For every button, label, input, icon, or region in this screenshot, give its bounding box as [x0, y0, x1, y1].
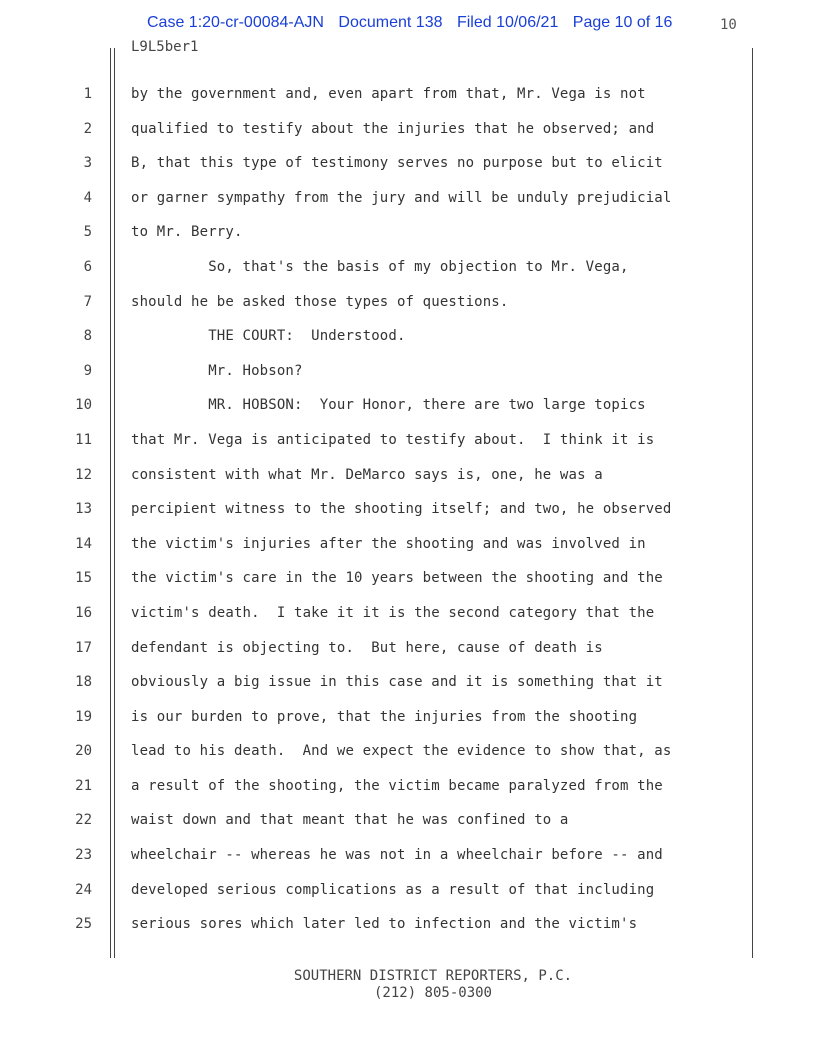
line-number: 8 [83, 328, 92, 345]
footer [0, 968, 816, 1002]
line-number: 5 [83, 224, 92, 241]
line-number: 9 [83, 362, 92, 379]
document-number: Document 138 [338, 14, 443, 31]
line-number: 19 [75, 708, 92, 725]
line-text: qualified to testify about the injuries that he observed; and [131, 120, 655, 137]
line-text: developed serious complications as a result of that including [131, 881, 655, 898]
line-text: that Mr. Vega is anticipated to testify about. I think it is [131, 431, 655, 448]
line-number: 1 [83, 86, 92, 102]
line-text: by the government and, even apart from that, Mr. Vega is not [131, 86, 646, 102]
transcript-line [0, 355, 816, 390]
transcript-line [0, 286, 816, 321]
line-text: to Mr. Berry. [131, 224, 243, 241]
reporter-name: SOUTHERN DISTRICT REPORTERS, P.C. [293, 968, 573, 984]
transcript-line [0, 562, 816, 597]
line-number: 20 [75, 743, 92, 760]
line-text: should he be asked those types of questions. [131, 293, 509, 310]
transcript-line [0, 182, 816, 217]
transcript-line [0, 216, 816, 251]
line-text: wheelchair -- whereas he was not in a wheelchair before -- and [131, 847, 663, 864]
line-number: 23 [75, 847, 92, 864]
transcript-line [0, 735, 816, 770]
line-number: 21 [75, 777, 92, 794]
transcript-line [0, 632, 816, 667]
line-text: B, that this type of testimony serves no purpose but to elicit [131, 155, 663, 172]
line-text: lead to his death. And we expect the evidence to show that, as [131, 743, 672, 760]
filed-date: Filed 10/06/21 [456, 14, 559, 31]
transcript-line [0, 528, 816, 563]
line-number: 18 [75, 674, 92, 691]
line-text: obviously a big issue in this case and it is something that it [131, 674, 663, 691]
transcript-line [0, 113, 816, 148]
line-number: 17 [75, 639, 92, 656]
line-text: Mr. Hobson? [131, 362, 303, 379]
line-number: 2 [83, 120, 92, 137]
case-header [147, 14, 682, 32]
page-number: 10 [720, 17, 737, 33]
line-number: 3 [83, 155, 92, 172]
line-number: 4 [83, 189, 92, 206]
page-of: Page 10 of 16 [572, 14, 673, 31]
transcript-line [0, 424, 816, 459]
line-number: 13 [75, 501, 92, 518]
transcript-line [0, 459, 816, 494]
transcript-line [0, 493, 816, 528]
line-text: victim's death. I take it it is the second category that the [131, 604, 655, 621]
transcript-line [0, 251, 816, 286]
line-number: 6 [83, 258, 92, 275]
transcript-line [0, 839, 816, 874]
transcript-line [0, 78, 816, 113]
line-number: 15 [75, 570, 92, 587]
transcript-line [0, 874, 816, 909]
line-number: 7 [83, 293, 92, 310]
line-text: consistent with what Mr. DeMarco says is, one, he was a [131, 466, 603, 483]
line-number: 14 [75, 535, 92, 552]
line-text: a result of the shooting, the victim became paralyzed from the [131, 777, 663, 794]
line-text: defendant is objecting to. But here, cause of death is [131, 639, 603, 656]
reporter-phone: (212) 805-0300 [373, 985, 492, 1001]
line-text: or garner sympathy from the jury and will be unduly prejudicial [131, 189, 672, 206]
line-number: 10 [75, 397, 92, 414]
line-text: waist down and that meant that he was confined to a [131, 812, 569, 829]
transcript-line [0, 908, 816, 943]
line-number: 25 [75, 916, 92, 933]
case-number: Case 1:20-cr-00084-AJN [147, 14, 324, 31]
line-text: serious sores which later led to infection and the victim's [131, 916, 638, 933]
line-number: 24 [75, 881, 92, 898]
transcript-line [0, 804, 816, 839]
document-id: L9L5ber1 [131, 39, 199, 55]
line-text: MR. HOBSON: Your Honor, there are two large topics [131, 397, 646, 414]
line-number: 12 [75, 466, 92, 483]
line-text: the victim's injuries after the shooting and was involved in [131, 535, 646, 552]
transcript-line [0, 147, 816, 182]
line-number: 16 [75, 604, 92, 621]
line-number: 11 [75, 431, 92, 448]
transcript-line [0, 666, 816, 701]
line-text: percipient witness to the shooting itself; and two, he observed [131, 501, 672, 518]
transcript-lines [0, 78, 816, 943]
line-text: THE COURT: Understood. [131, 328, 406, 345]
transcript-line [0, 389, 816, 424]
line-text: the victim's care in the 10 years between the shooting and the [131, 570, 663, 587]
transcript-line [0, 320, 816, 355]
line-number: 22 [75, 812, 92, 829]
line-text: is our burden to prove, that the injuries from the shooting [131, 708, 638, 725]
line-text: So, that's the basis of my objection to Mr. Vega, [131, 258, 629, 275]
transcript-line [0, 770, 816, 805]
transcript-line [0, 701, 816, 736]
transcript-line [0, 597, 816, 632]
